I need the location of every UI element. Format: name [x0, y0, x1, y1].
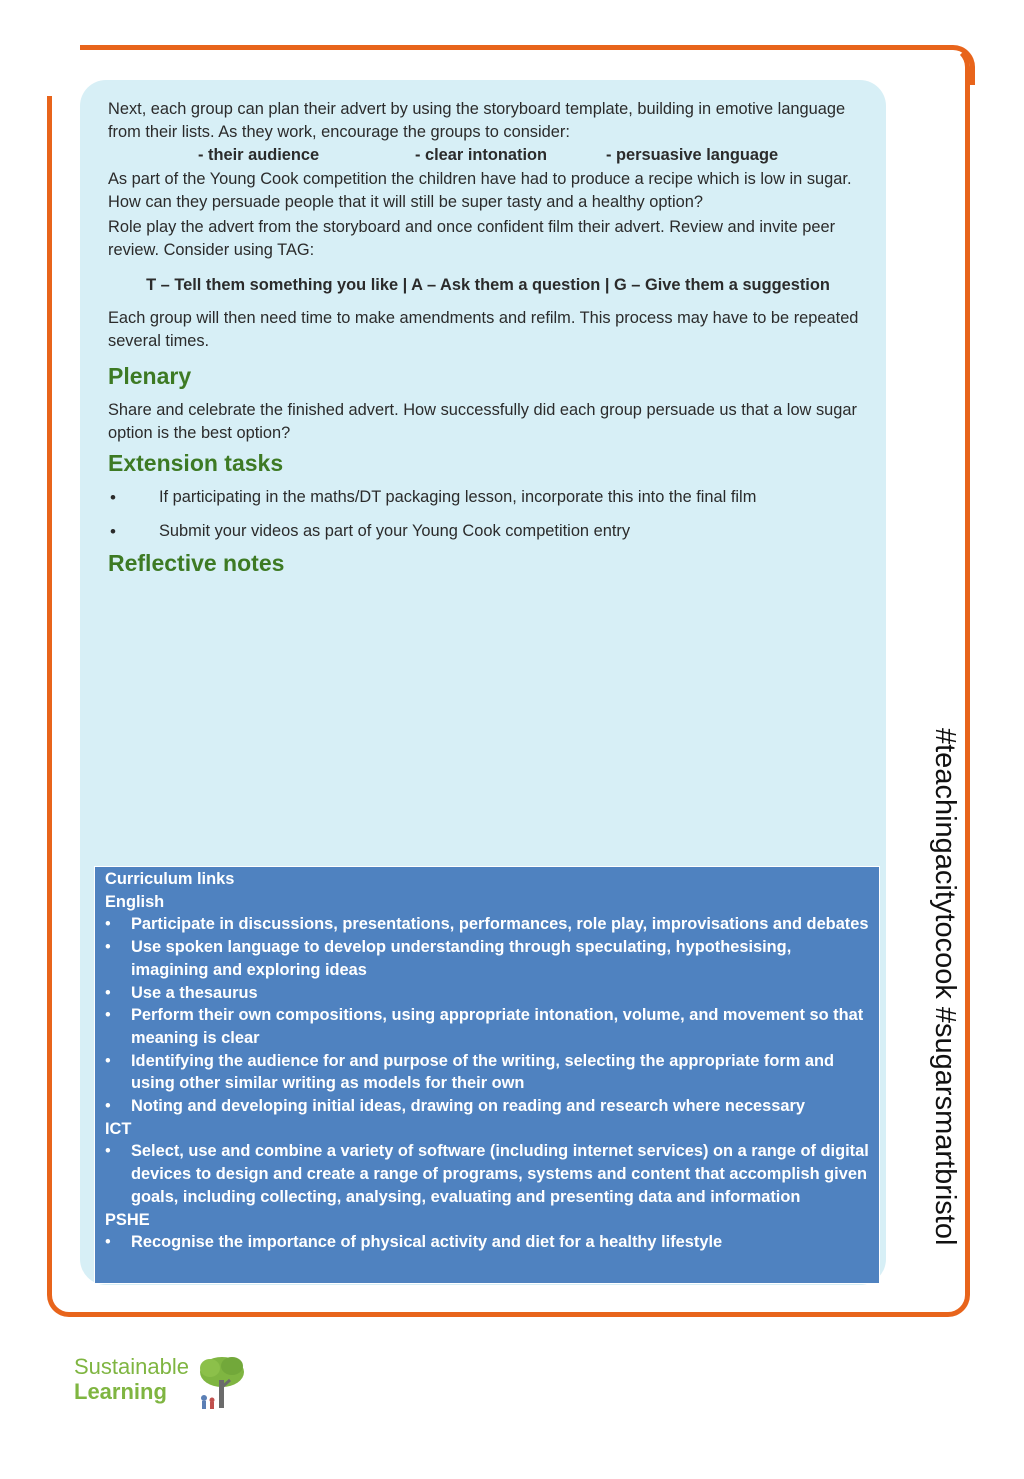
list-item: • Select, use and combine a variety of software (including internet services) on a range of digital devices to design and create a range of programs, systems and content that accomplish given goals, including collecting, analysing, evaluating and presenting data and information: [105, 1140, 873, 1208]
competition-paragraph: As part of the Young Cook competition the children have had to produce a recipe which is low in sugar. How can they persuade people that it will still be super tasty and a healthy option?: [108, 170, 852, 211]
focus-list: [108, 144, 868, 168]
role-play-paragraph: Role play the advert from the storyboard and once confident film their advert. Review and invite peer review. Consider using TAG:: [108, 218, 836, 259]
focus-item-intonation: - clear intonation: [415, 146, 548, 164]
logo-line-2: Learning: [74, 1379, 167, 1404]
frame-bottom-border: [90, 1312, 930, 1317]
logo-line-1: Sustainable: [74, 1354, 189, 1379]
hashtags-vertical: #teachingacitytocook #sugarsmartbristol: [929, 728, 961, 1246]
list-item: • If participating in the maths/DT packaging lesson, incorporate this into the final film: [108, 486, 868, 509]
tree-icon: [192, 1354, 248, 1412]
list-item: • Participate in discussions, presentations, performances, role play, improvisations and debates: [105, 913, 873, 936]
focus-item-audience: - their audience: [198, 146, 320, 164]
logo-text: [74, 1354, 189, 1404]
tag-line: T – Tell them something you like | A – Ask them a question | G – Give them a suggestion: [146, 276, 830, 294]
curriculum-links-box: [94, 866, 880, 1284]
sustainable-learning-logo: [74, 1354, 254, 1414]
list-item: • Noting and developing initial ideas, drawing on reading and research where necessary: [105, 1095, 873, 1118]
list-item: • Use a thesaurus: [105, 982, 873, 1005]
intro-paragraph: Next, each group can plan their advert by using the storyboard template, building in emotive language from their lists. As they work, encourage the groups to consider:: [108, 100, 846, 141]
focus-item-persuasive: - persuasive language: [606, 146, 779, 164]
extension-heading: Extension tasks: [108, 450, 284, 476]
list-item: • Use spoken language to develop understanding through speculating, hypothesising, imagining and exploring ideas: [105, 936, 873, 981]
plenary-heading: Plenary: [108, 363, 192, 389]
pshe-list: [105, 1231, 873, 1254]
curriculum-title: Curriculum links: [105, 870, 235, 888]
ict-label: ICT: [105, 1119, 132, 1138]
list-item: • Recognise the importance of physical activity and diet for a healthy lifestyle: [105, 1231, 873, 1254]
english-list: [105, 913, 873, 1117]
pshe-label: PSHE: [105, 1210, 150, 1229]
amendments-paragraph: Each group will then need time to make amendments and refilm. This process may have to be repeated several times.: [108, 309, 859, 350]
english-label: English: [105, 892, 165, 911]
frame-top-border: [80, 45, 950, 50]
lesson-content: [108, 98, 868, 578]
list-item: • Submit your videos as part of your Young Cook competition entry: [108, 520, 868, 543]
plenary-text: Share and celebrate the finished advert. How successfully did each group persuade us that a low sugar option is the best option?: [108, 401, 857, 442]
list-item: • Identifying the audience for and purpose of the writing, selecting the appropriate form and using other similar writing as models for their own: [105, 1050, 873, 1095]
reflective-notes-heading: Reflective notes: [108, 550, 285, 576]
list-item: • Perform their own compositions, using appropriate intonation, volume, and movement so that meaning is clear: [105, 1004, 873, 1049]
ict-list: [105, 1140, 873, 1208]
extension-list: [108, 486, 868, 543]
